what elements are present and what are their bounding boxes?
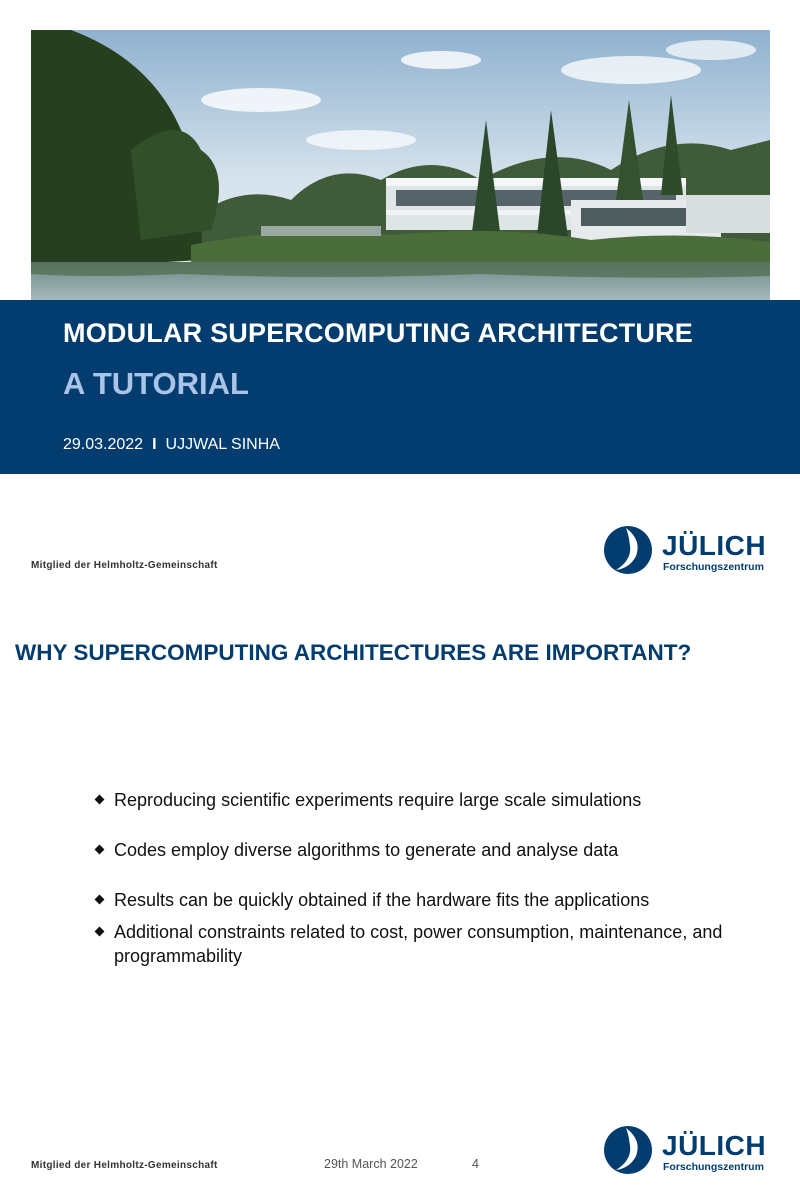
logo-sub-text: Forschungszentrum (663, 1161, 764, 1173)
helmholtz-membership-text: Mitglied der Helmholtz-Gemeinschaft (31, 1160, 218, 1171)
logo-sub-text: Forschungszentrum (663, 561, 764, 573)
helmholtz-membership-text: Mitglied der Helmholtz-Gemeinschaft (31, 560, 218, 571)
list-item (93, 888, 773, 912)
title-slide (0, 0, 800, 590)
diamond-bullet-icon (95, 845, 105, 855)
presentation-author: UJJWAL SINHA (165, 436, 280, 453)
diamond-bullet-icon (95, 927, 105, 937)
juelich-logo (602, 1124, 772, 1176)
page-number: 4 (472, 1157, 479, 1171)
bullet-text: Codes employ diverse algorithms to generate and analyse data (114, 840, 619, 860)
slide-title: WHY SUPERCOMPUTING ARCHITECTURES ARE IMPORTANT? (15, 640, 692, 665)
list-item (93, 838, 773, 862)
presentation-date: 29.03.2022 (63, 436, 144, 453)
bullet-text: Results can be quickly obtained if the hardware fits the applications (114, 890, 650, 910)
bullet-text: Reproducing scientific experiments require large scale simulations (114, 790, 642, 810)
logo-brand-text: JÜLICH (662, 530, 767, 561)
bullet-list (93, 788, 773, 968)
bullet-text: Additional constraints related to cost, power consumption, maintenance, and programmability (114, 922, 723, 966)
juelich-logo-icon (602, 524, 654, 576)
logo-brand-text: JÜLICH (662, 1130, 767, 1161)
separator: I (152, 436, 157, 453)
juelich-logo-icon (602, 1124, 654, 1176)
lake-building-photo (31, 30, 770, 300)
diamond-bullet-icon (95, 895, 105, 905)
presentation-title: MODULAR SUPERCOMPUTING ARCHITECTURE (63, 318, 693, 348)
list-item (93, 920, 773, 968)
diamond-bullet-icon (95, 795, 105, 805)
date-author-line (63, 436, 280, 454)
presentation-subtitle: A TUTORIAL (63, 366, 249, 401)
juelich-logo (602, 524, 772, 576)
list-item (93, 788, 773, 812)
footer-date: 29th March 2022 (324, 1157, 418, 1171)
